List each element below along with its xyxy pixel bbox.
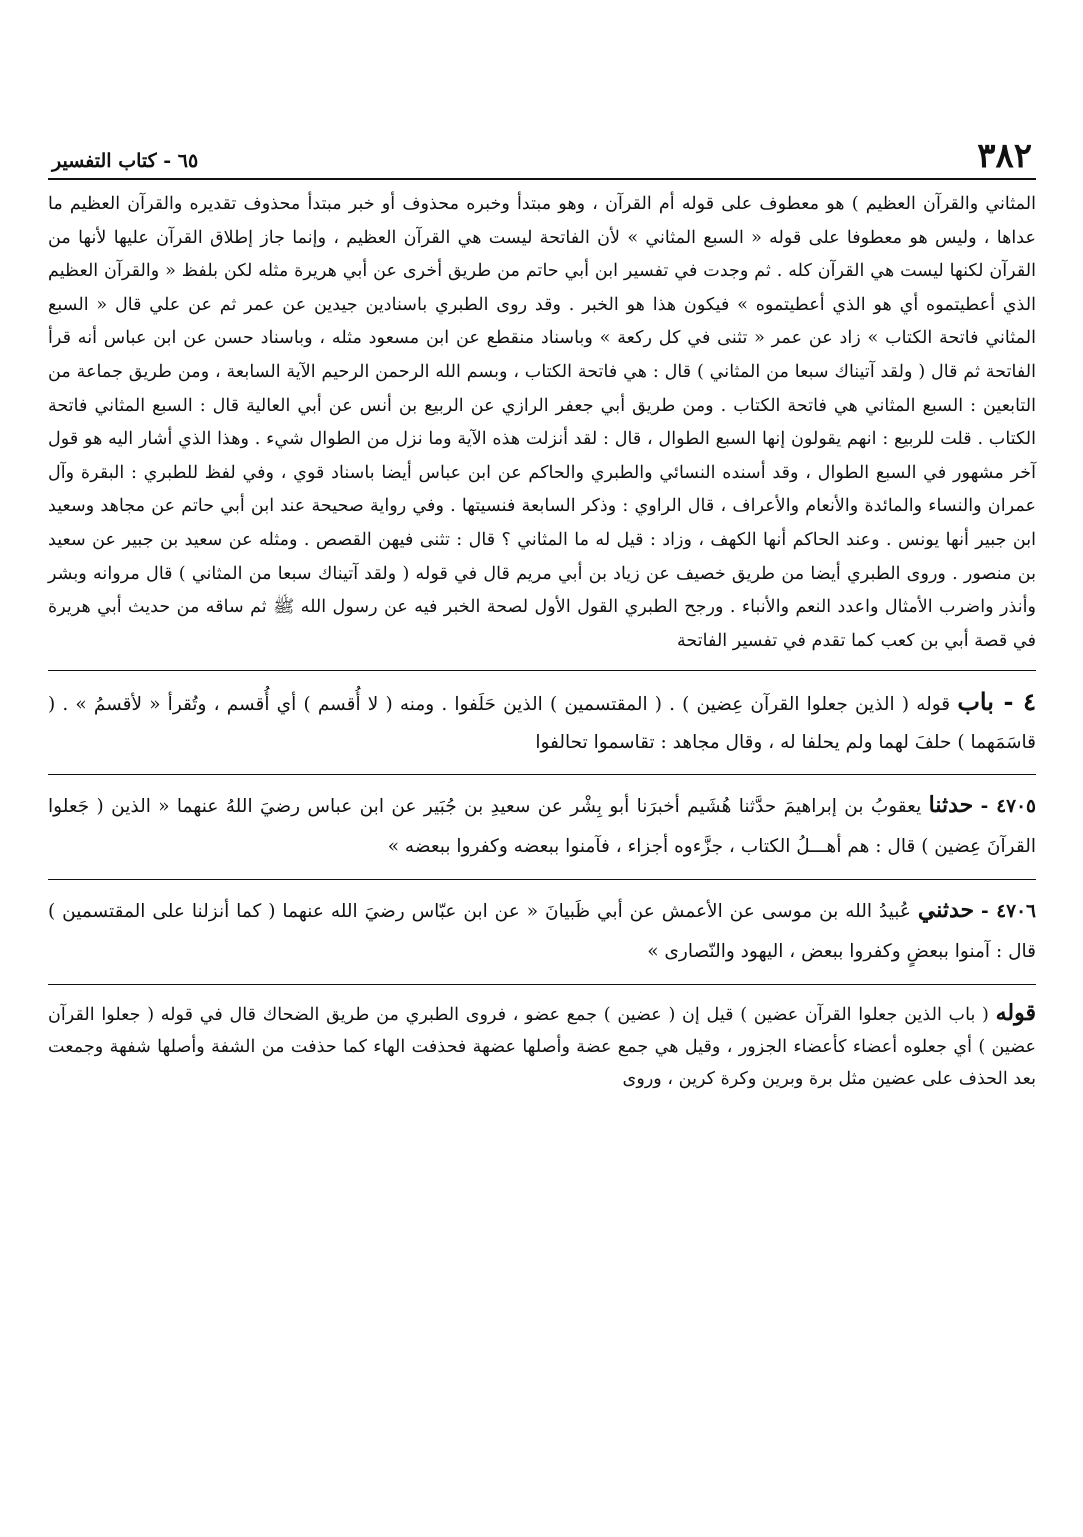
commentary-section bbox=[48, 188, 1036, 658]
bab-heading bbox=[48, 683, 1036, 762]
fath-commentary bbox=[48, 997, 1036, 1095]
hadith-lead: حدثنا bbox=[928, 792, 974, 819]
hadith-text: يعقوبُ بن إبراهيمَ حدَّثنا هُشَيم أخبرَنا أبو بِشْر عن سعيدِ بن جُبَير عن ابن عباس رضيَ اللهُ عنهما « الذين ( جَعلوا القرآنَ عِضين ) قال : هم أهـــلُ الكتاب ، جزَّءوه أجزاء ، فآمنوا ببعضه وكفروا ببعضه » bbox=[48, 796, 1036, 858]
book-page bbox=[48, 128, 1036, 1095]
fath-text: ( باب الذين جعلوا القرآن عضين ) قيل إن ( عضين ) جمع عضو ، فروى الطبري من طريق الضحاك قال في قوله ( جعلوا القرآن عضين ) أي جعلوه أعضاء كأعضاء الجزور ، وقيل هي جمع عضة وأصلها عضهة فحذفت الهاء كما حذفت من الشفة وأصلها شفهة وجمعت بعد الحذف على عضين مثل برة وبرين وكرة كرين ، وروى bbox=[48, 1005, 1036, 1090]
hadith-lead: حدثني bbox=[917, 897, 975, 924]
page-header bbox=[48, 128, 1036, 180]
hadith-text: عُبيدُ الله بن موسى عن الأعمش عن أبي ظَبيانَ « عن ابن عبّاس رضيَ الله عنهما ( كما أنزلنا على المقتسمين ) قال : آمنوا ببعضٍ وكفروا ببعض ، اليهود والنّصارى » bbox=[48, 901, 1036, 963]
bab-lead: ٤ - باب bbox=[957, 687, 1036, 717]
section-divider bbox=[48, 984, 1036, 985]
running-head: ٦٥ - كتاب التفسير bbox=[52, 150, 199, 172]
section-divider bbox=[48, 879, 1036, 880]
section-divider bbox=[48, 774, 1036, 775]
bab-text: قوله ( الذين جعلوا القرآن عِضين ) . ( المقتسمين ) الذين حَلَفوا . ومنه ( لا أُقسم ) أي أُقسم ، وتُقرأ « لأقسمُ » . ( قاسَمَهما ) حلفَ لهما ولم يحلفا له ، وقال مجاهد : تقاسموا تحالفوا bbox=[48, 694, 1036, 754]
commentary-text: المثاني والقرآن العظيم ) هو معطوف على قوله أم القرآن ، وهو مبتدأ وخبره محذوف أو خبر مبتدأ محذوف تقديره والقرآن العظيم ما عداها ، وليس هو معطوفا على قوله « السبع المثاني » لأن الفاتحة ليست هي القرآن العظيم ، وإنما جاز إطلاق القرآن عليها لأنها من القرآن لكنها ليست هي القرآن كله . ثم وجدت في تفسير ابن أبي حاتم من طريق أخرى عن أبي هريرة مثله لكن بلفظ « والقرآن العظيم الذي أعطيتموه أي هو الذي أعطيتموه » فيكون هذا هو الخبر . وقد روى الطبري باسنادين جيدين عن عمر ثم عن علي قال « السبع المثاني فاتحة الكتاب » زاد عن عمر « تثنى في كل ركعة » وباسناد منقطع عن ابن مسعود مثله ، وباسناد حسن عن ابن عباس أنه قرأ الفاتحة ثم قال ( ولقد آتيناك سبعا من المثاني ) قال : هي فاتحة الكتاب ، وبسم الله الرحمن الرحيم الآية السابعة ، ومن طريق جماعة من التابعين : السبع المثاني هي فاتحة الكتاب . ومن طريق أبي جعفر الرازي عن الربيع بن أنس عن أبي العالية قال : السبع المثاني فاتحة الكتاب . قلت للربيع : انهم يقولون إنها السبع الطوال ، قال : لقد أنزلت هذه الآية وما نزل من الطوال شيء . وهذا الذي أشار اليه هو قول آخر مشهور في السبع الطوال ، وقد أسنده النسائي والطبري والحاكم عن ابن عباس أيضا باسناد قوي ، وفي لفظ للطبري : البقرة وآل عمران والنساء والمائدة والأنعام والأعراف ، قال الراوي : وذكر السابعة فنسيتها . وفي رواية صحيحة عند ابن أبي حاتم عن مجاهد وسعيد ابن جبير أنها يونس . وعند الحاكم أنها الكهف ، وزاد : قيل له ما المثاني ؟ قال : تثنى فيهن القصص . ومثله عن سعيد بن جبير عن سعيد بن منصور . وروى الطبري أيضا من طريق خصيف عن زياد بن أبي مريم قال في قوله ( ولقد آتيناك سبعا من المثاني ) قال مروانه وبشر وأنذر واضرب الأمثال واعدد النعم والأنباء . ورجح الطبري القول الأول لصحة الخبر فيه عن رسول الله ﷺ ثم ساقه من حديث أبي هريرة في قصة أبي بن كعب كما تقدم في تفسير الفاتحة bbox=[48, 194, 1036, 651]
hadith-number: ٤٧٠٥ - bbox=[980, 796, 1036, 818]
fath-lead: قوله bbox=[995, 1000, 1036, 1027]
section-divider bbox=[48, 670, 1036, 671]
hadith-number: ٤٧٠٦ - bbox=[981, 901, 1036, 923]
hadith-4706 bbox=[48, 890, 1036, 972]
page-number: ٣٨٢ bbox=[977, 136, 1032, 176]
hadith-4705 bbox=[48, 785, 1036, 867]
